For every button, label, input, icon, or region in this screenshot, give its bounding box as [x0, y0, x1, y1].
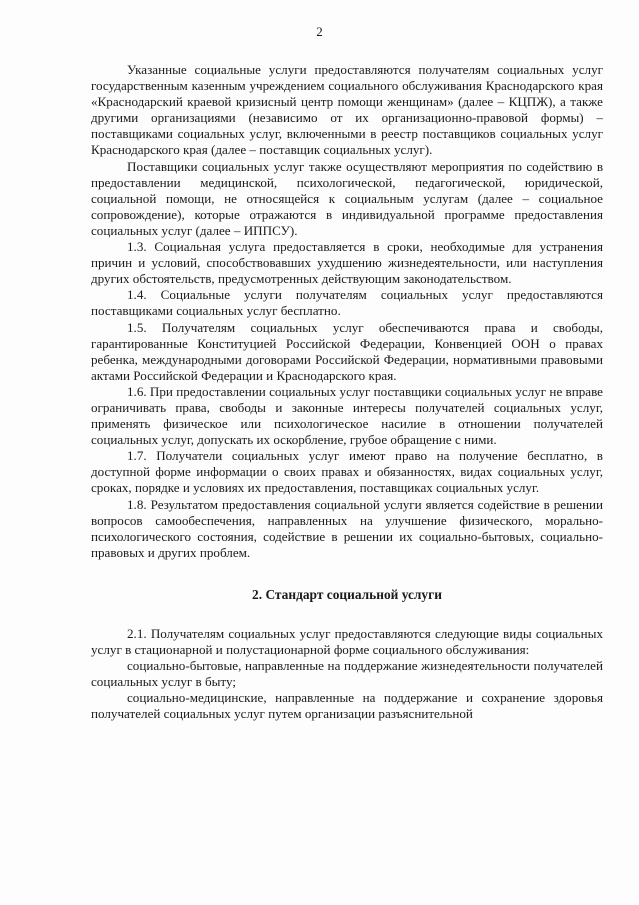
page-number: 2 [316, 24, 323, 39]
paragraph-social-household: социально-бытовые, направленные на поддержание жизнедеятельности получателей социальных услуг в быту; [91, 658, 603, 690]
paragraph-2-1: 2.1. Получателям социальных услуг предоставляются следующие виды социальных услуг в стационарной и полустационарной форме социального обслуживания: [91, 626, 603, 658]
paragraph-1-7: 1.7. Получатели социальных услуг имеют право на получение бесплатно, в доступной форме информации о своих правах и обязанностях, видах социальных услуг, сроках, порядке и условиях их предоставления, поставщиках социальных услуг. [91, 448, 603, 496]
paragraph-1-3: 1.3. Социальная услуга предоставляется в сроки, необходимые для устранения причин и условий, способствовавших ухудшению жизнедеятельности, или наступления других обстоятельств, предусмотренных действующим законодательством. [91, 239, 603, 287]
section-heading: 2. Стандарт социальной услуги [252, 586, 442, 602]
paragraph-1-5: 1.5. Получателям социальных услуг обеспечиваются права и свободы, гарантированные Конституцией Российской Федерации, Конвенцией ООН о правах ребенка, международными договорами Российской Федерации, нормативными правовыми актами Российской Федерации и Краснодарского края. [91, 319, 603, 383]
paragraph-1-4: 1.4. Социальные услуги получателям социальных услуг предоставляются поставщиками социальных услуг бесплатно. [91, 287, 603, 319]
document-body [91, 62, 603, 723]
paragraph-1-6: 1.6. При предоставлении социальных услуг поставщики социальных услуг не вправе ограничивать права, свободы и законные интересы получателей социальных услуг, применять физическое или психологическое насилие в отношении получателей социальных услуг, допускать их оскорбление, грубое обращение с ними. [91, 383, 603, 448]
paragraph-service-providers: Указанные социальные услуги предоставляются получателям социальных услуг государственным казенным учреждением социального обслуживания Краснодарского края «Краснодарский краевой кризисный центр помощи женщинам» (далее – КЦПЖ), а также другими организациями (независимо от их организационно-правовой формы) – поставщиками социальных услуг, включенными в реестр поставщиков социальных услуг Краснодарского края (далее – поставщик социальных услуг). [91, 62, 603, 158]
paragraph-1-8: 1.8. Результатом предоставления социальной услуги является содействие в решении вопросов самообеспечения, направленных на улучшение физического, морально-психологического состояния, содействие в решении их социально-бытовых, социально-правовых и других проблем. [91, 496, 603, 560]
paragraph-social-support: Поставщики социальных услуг также осуществляют мероприятия по содействию в предоставлении медицинской, психологической, педагогической, юридической, социальной помощи, не относящейся к социальным услугам (далее – социальное сопровождение), которые отражаются в индивидуальной программе предоставления социальных услуг (далее – ИППСУ). [91, 158, 603, 238]
paragraph-social-medical: социально-медицинские, направленные на поддержание и сохранение здоровья получателей социальных услуг путем организации разъяснительной [91, 690, 603, 722]
